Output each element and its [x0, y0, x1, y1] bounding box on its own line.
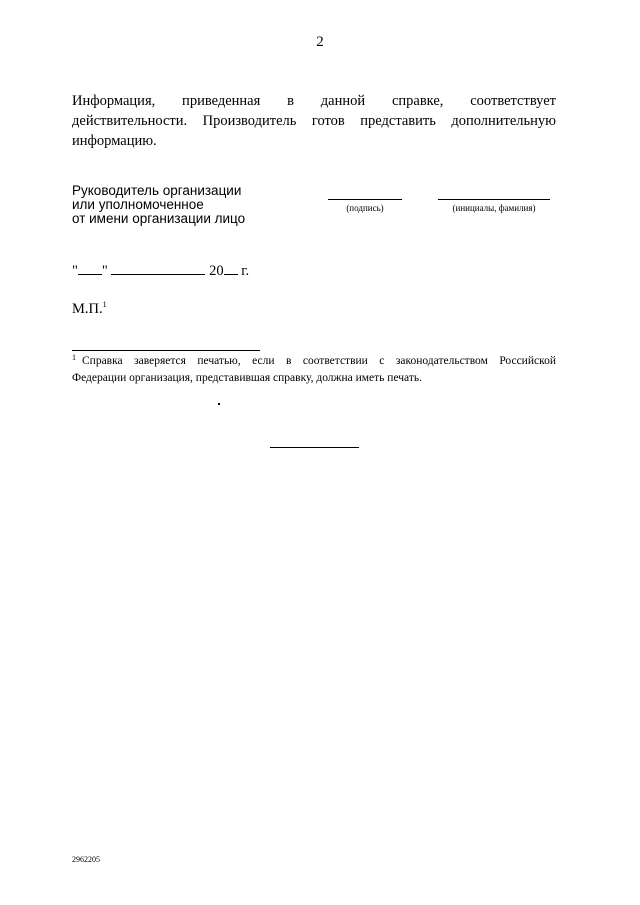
- signer-title-line: Руководитель организации: [72, 183, 242, 198]
- footnote-ref: 1: [102, 300, 107, 309]
- signature-line: [328, 199, 402, 200]
- date-open-quote: ": [72, 263, 78, 279]
- paragraph-line: действительности. Производитель готов представить дополнительную: [72, 113, 556, 129]
- signer-title-line: от имени организации лицо: [72, 211, 246, 226]
- month-blank: [111, 262, 205, 275]
- stray-dot: [218, 403, 220, 405]
- footnote-separator: [72, 350, 260, 351]
- footnote-line: [72, 353, 556, 370]
- signer-title: [72, 184, 245, 226]
- signature-caption: (подпись): [346, 203, 384, 213]
- date-mid-quote: ": [101, 263, 108, 279]
- footnote-line: Федерации организация, представившая справку, должна иметь печать.: [72, 372, 423, 384]
- signer-title-line: или уполномоченное: [72, 197, 204, 212]
- end-of-document-rule: [270, 447, 359, 448]
- year-suffix: г.: [241, 263, 250, 279]
- paragraph-line: Информация, приведенная в данной справке, соответствует: [72, 93, 556, 109]
- name-line: [438, 199, 550, 200]
- date-field: [72, 262, 249, 280]
- footnote-marker: 1: [72, 353, 76, 362]
- year-blank: [224, 262, 238, 275]
- document-code: 2962205: [72, 855, 100, 864]
- stamp-place: [72, 300, 107, 318]
- year-prefix: 20: [209, 263, 224, 279]
- page-number: 2: [316, 34, 324, 50]
- paragraph-line: информацию.: [72, 133, 157, 149]
- footnote: [72, 353, 556, 387]
- footnote-text: Справка заверяется печатью, если в соответствии с законодательством Российской: [82, 355, 556, 367]
- day-blank: [78, 262, 102, 275]
- stamp-label: М.П.: [72, 300, 103, 317]
- declaration-paragraph: [72, 91, 556, 151]
- name-caption: (инициалы, фамилия): [452, 203, 536, 213]
